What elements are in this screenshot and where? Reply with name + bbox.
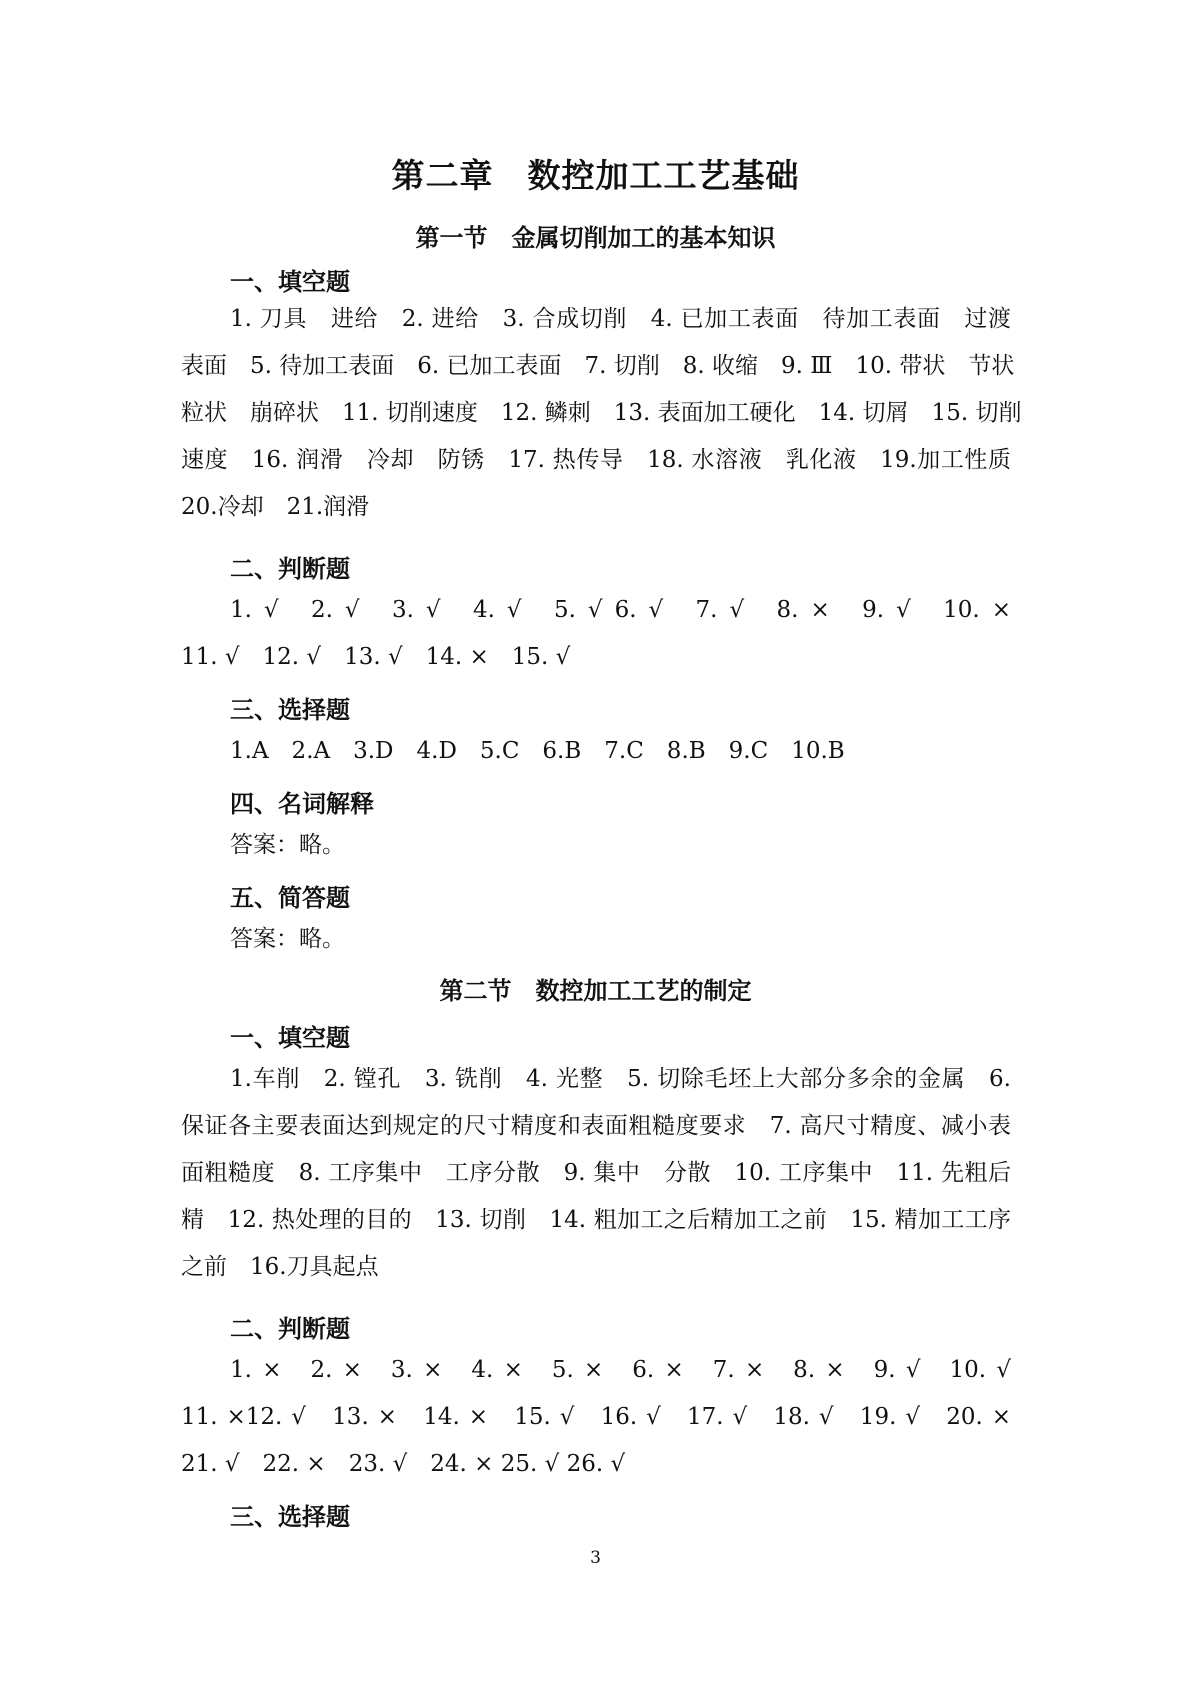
page-number: 3 — [590, 1548, 601, 1568]
answer-line: 1. 刀具 进给 2. 进给 3. 合成切削 4. 已加工表面 待加工表面 过渡 — [230, 306, 1011, 332]
section-title-1: 第一节 金属切削加工的基本知识 — [415, 223, 776, 252]
answer-line: 11. ×12. √ 13. × 14. × 15. √ 16. √ 17. √ 18. √ 19. √ 20. × — [181, 1404, 1011, 1430]
terms-heading: 四、名词解释 — [230, 789, 374, 818]
short-answer-heading: 五、简答题 — [230, 883, 350, 912]
judge-heading-1: 二、判断题 — [230, 554, 350, 583]
fill-heading-2: 一、填空题 — [230, 1023, 350, 1052]
answer-line: 速度 16. 润滑 冷却 防锈 17. 热传导 18. 水溶液 乳化液 19.加工性质 — [181, 447, 1011, 473]
choice-heading-2: 三、选择题 — [230, 1502, 350, 1531]
answer-line: 1. × 2. × 3. × 4. × 5. × 6. × 7. × 8. × 9. √ 10. √ — [230, 1357, 1011, 1383]
answer-line: 21. √ 22. × 23. √ 24. × 25. √ 26. √ — [181, 1451, 626, 1477]
answer-line: 之前 16.刀具起点 — [181, 1254, 379, 1280]
answer-line: 精 12. 热处理的目的 13. 切削 14. 粗加工之后精加工之前 15. 精加工工序 — [181, 1207, 1011, 1233]
answer-line: 1.A 2.A 3.D 4.D 5.C 6.B 7.C 8.B 9.C 10.B — [230, 738, 845, 764]
choice-heading-1: 三、选择题 — [230, 695, 350, 724]
answer-line: 面粗糙度 8. 工序集中 工序分散 9. 集中 分散 10. 工序集中 11. 先粗后 — [181, 1160, 1011, 1186]
answer-line: 答案：略。 — [230, 832, 345, 858]
answer-line: 1. √ 2. √ 3. √ 4. √ 5. √ 6. √ 7. √ 8. × 9. √ 10. × — [230, 597, 1011, 623]
answer-line: 粒状 崩碎状 11. 切削速度 12. 鳞刺 13. 表面加工硬化 14. 切屑 15. 切削 — [181, 400, 1022, 426]
fill-heading-1: 一、填空题 — [230, 267, 350, 296]
answer-line: 20.冷却 21.润滑 — [181, 494, 370, 520]
answer-line: 1.车削 2. 镗孔 3. 铣削 4. 光整 5. 切除毛坯上大部分多余的金属 6. — [230, 1066, 1011, 1092]
section-title-2: 第二节 数控加工工艺的制定 — [439, 976, 752, 1005]
answer-line: 保证各主要表面达到规定的尺寸精度和表面粗糙度要求 7. 高尺寸精度、减小表 — [181, 1113, 1011, 1139]
chapter-title: 第二章 数控加工工艺基础 — [391, 156, 800, 195]
answer-line: 11. √ 12. √ 13. √ 14. × 15. √ — [181, 644, 571, 670]
answer-line: 表面 5. 待加工表面 6. 已加工表面 7. 切削 8. 收缩 9. Ⅲ 10. 带状 节状 — [181, 353, 1015, 379]
judge-heading-2: 二、判断题 — [230, 1314, 350, 1343]
answer-line: 答案：略。 — [230, 926, 345, 952]
